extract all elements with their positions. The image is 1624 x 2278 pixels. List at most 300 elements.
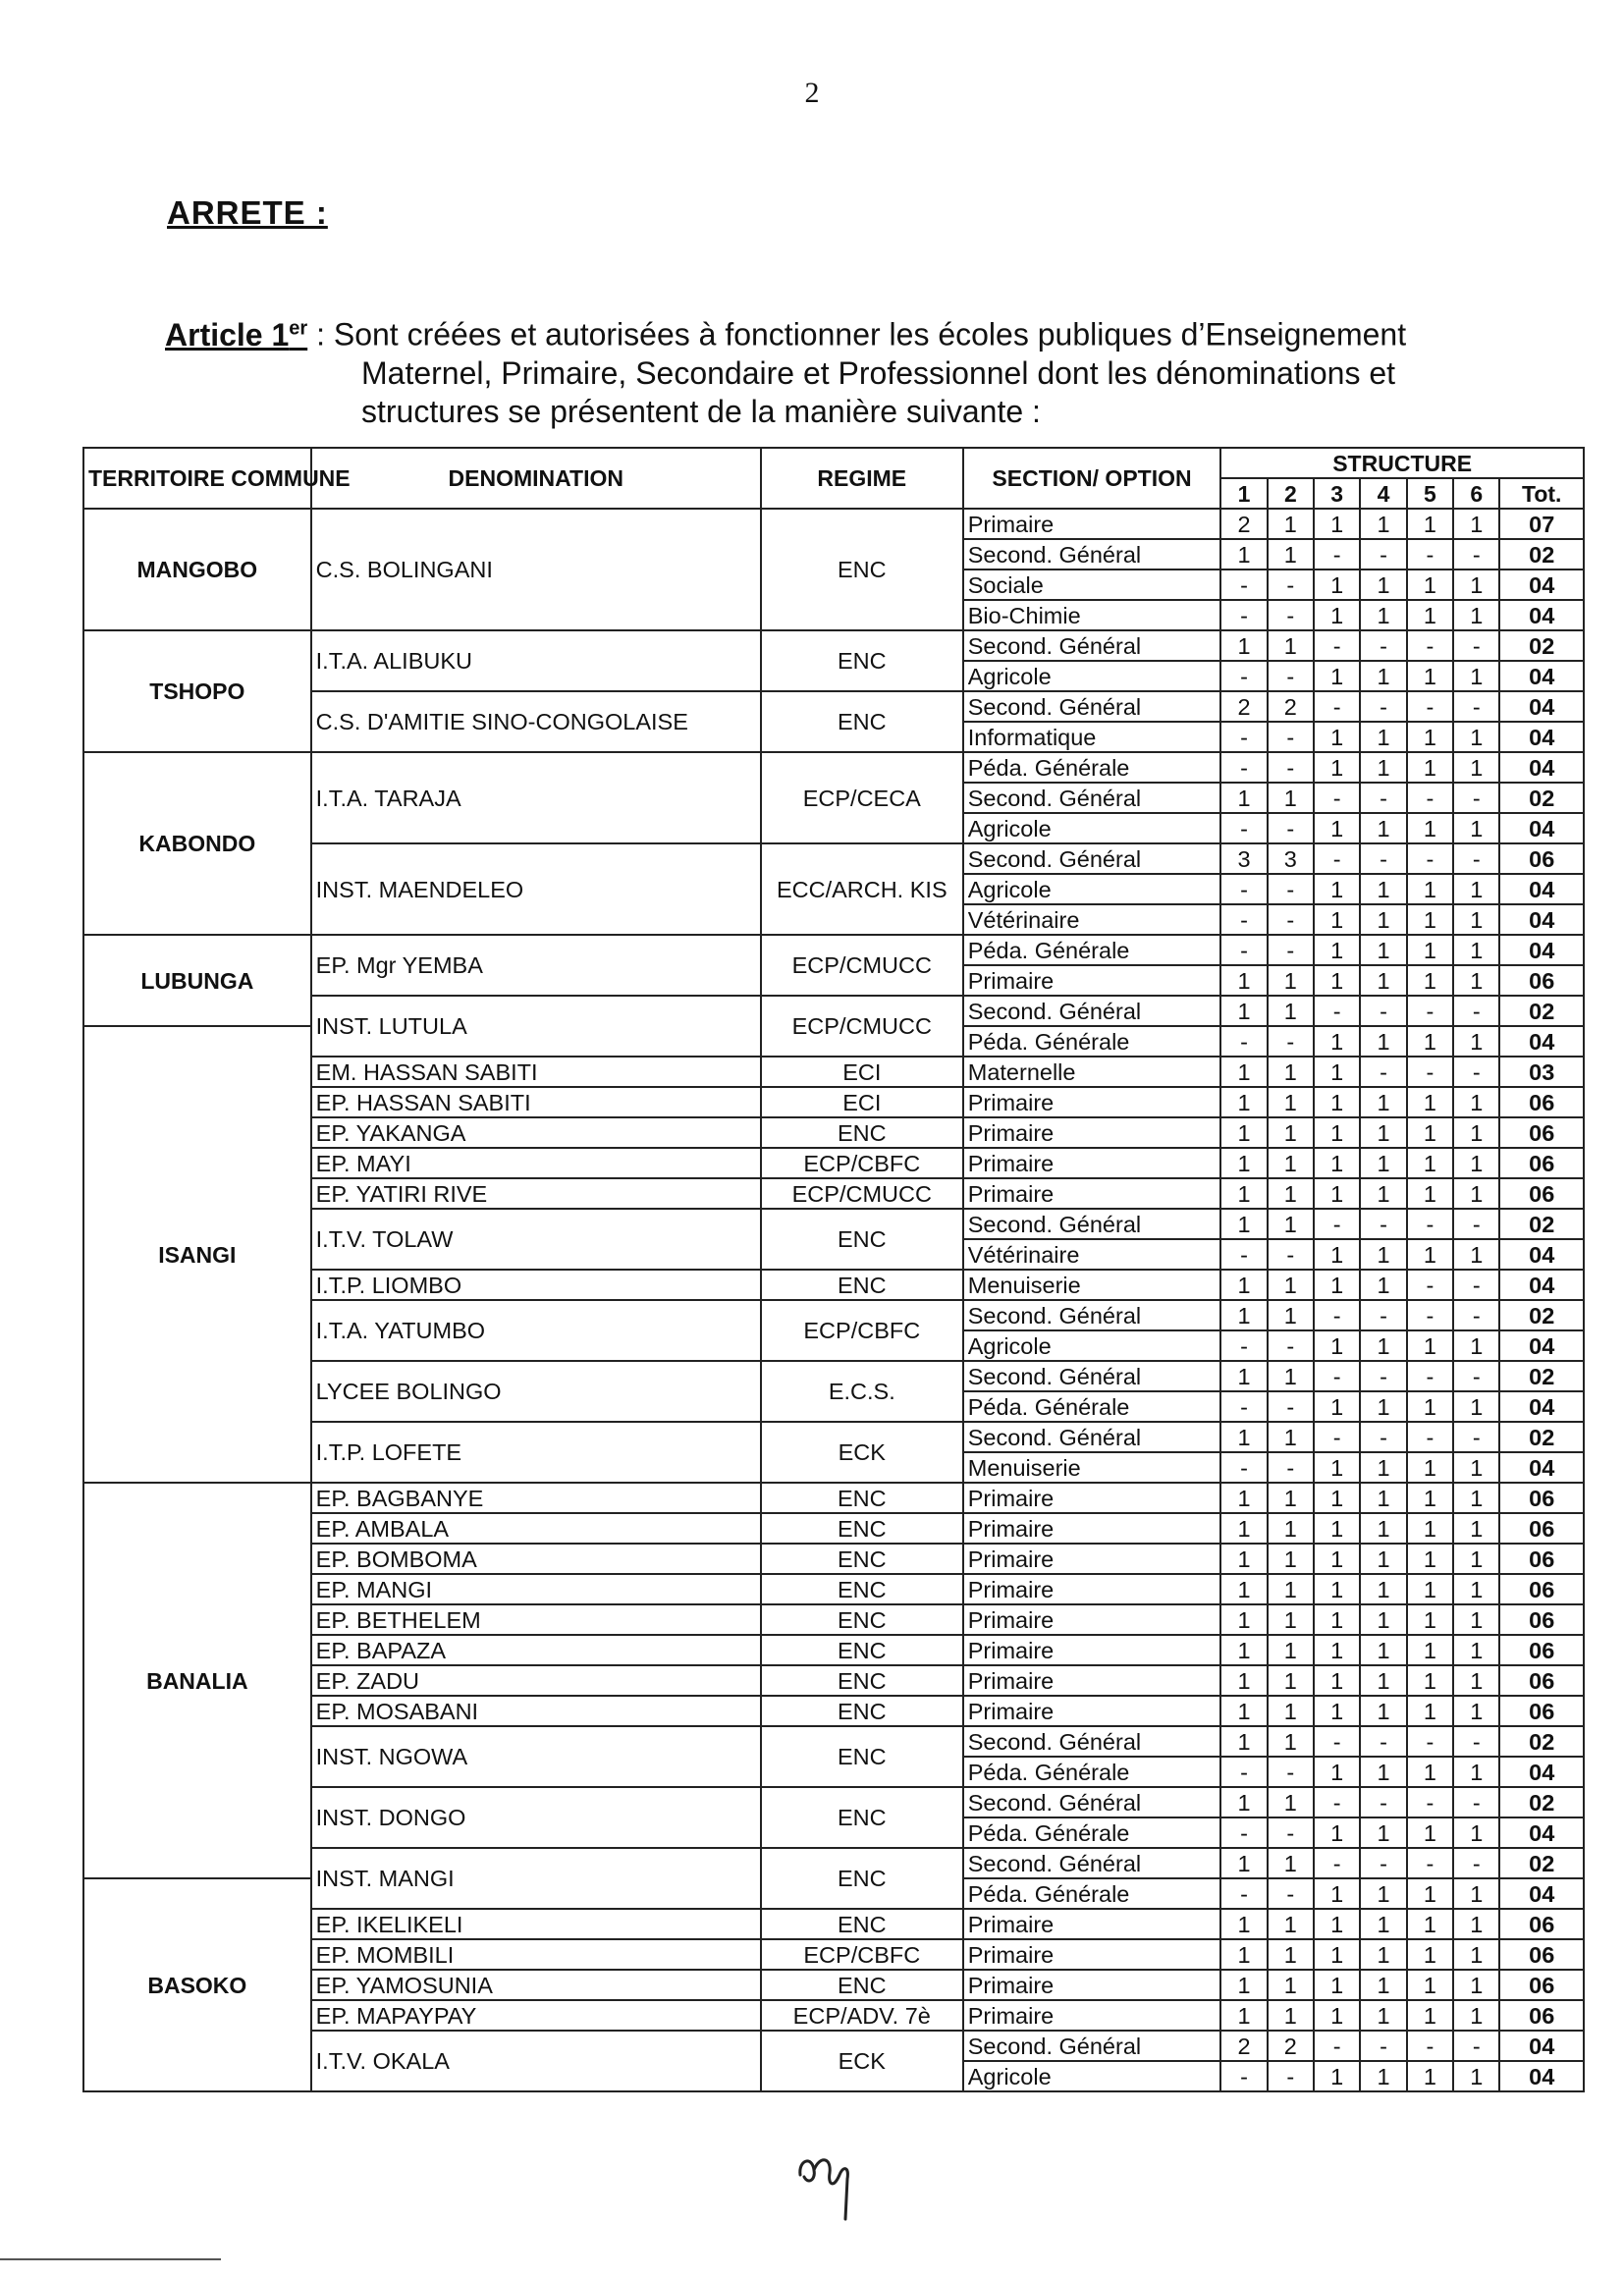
structure-cell-5: 1: [1407, 1483, 1453, 1513]
structure-cell-2: 1: [1268, 1848, 1314, 1878]
structure-cell-4: 1: [1360, 600, 1406, 630]
structure-cell-6: 1: [1453, 1026, 1499, 1057]
structure-cell-4: -: [1360, 1848, 1406, 1878]
structure-cell-5: 1: [1407, 661, 1453, 691]
total-cell: 06: [1499, 1635, 1584, 1665]
structure-cell-1: 1: [1220, 1604, 1267, 1635]
structure-cell-5: 1: [1407, 1635, 1453, 1665]
structure-cell-1: -: [1220, 1239, 1267, 1270]
article-title-sup: er: [289, 317, 308, 339]
section-cell: Second. Général: [963, 1361, 1221, 1391]
article-title: [165, 317, 307, 353]
header-denomination: DENOMINATION: [311, 448, 761, 509]
structure-cell-5: 1: [1407, 722, 1453, 752]
structure-cell-5: -: [1407, 1209, 1453, 1239]
structure-cell-1: 1: [1220, 1117, 1267, 1148]
structure-cell-3: -: [1314, 1787, 1360, 1817]
total-cell: 06: [1499, 843, 1584, 874]
header-col-1: 1: [1220, 478, 1267, 509]
structure-cell-3: -: [1314, 783, 1360, 813]
structure-cell-3: 1: [1314, 965, 1360, 996]
section-cell: Agricole: [963, 661, 1221, 691]
structure-cell-1: 1: [1220, 1726, 1267, 1757]
total-cell: 02: [1499, 539, 1584, 570]
structure-cell-2: 1: [1268, 1970, 1314, 2000]
structure-cell-6: 1: [1453, 2000, 1499, 2031]
structure-cell-2: -: [1268, 570, 1314, 600]
structure-cell-2: 1: [1268, 509, 1314, 539]
structure-cell-1: -: [1220, 904, 1267, 935]
structure-cell-6: -: [1453, 843, 1499, 874]
structure-cell-3: 1: [1314, 1148, 1360, 1178]
section-cell: Primaire: [963, 1544, 1221, 1574]
structure-cell-4: 1: [1360, 1909, 1406, 1939]
structure-cell-4: 1: [1360, 1665, 1406, 1696]
structure-cell-1: -: [1220, 1330, 1267, 1361]
structure-cell-5: 1: [1407, 1148, 1453, 1178]
structure-cell-3: 1: [1314, 935, 1360, 965]
structure-cell-4: 1: [1360, 1604, 1406, 1635]
denomination-cell: INST. DONGO: [311, 1787, 761, 1848]
structure-cell-1: 2: [1220, 691, 1267, 722]
total-cell: 04: [1499, 1878, 1584, 1909]
structure-cell-5: 1: [1407, 1665, 1453, 1696]
section-cell: Primaire: [963, 965, 1221, 996]
structure-cell-4: 1: [1360, 1026, 1406, 1057]
structure-cell-3: 1: [1314, 1970, 1360, 2000]
section-cell: Primaire: [963, 1635, 1221, 1665]
structure-cell-4: -: [1360, 2031, 1406, 2061]
structure-cell-5: -: [1407, 1300, 1453, 1330]
section-cell: Primaire: [963, 2000, 1221, 2031]
structure-cell-1: -: [1220, 1452, 1267, 1483]
structure-cell-5: 1: [1407, 1544, 1453, 1574]
structure-cell-4: -: [1360, 1300, 1406, 1330]
structure-cell-1: -: [1220, 1757, 1267, 1787]
header-col-5: 5: [1407, 478, 1453, 509]
structure-cell-5: 1: [1407, 1087, 1453, 1117]
section-cell: Primaire: [963, 1087, 1221, 1117]
structure-cell-5: 1: [1407, 1878, 1453, 1909]
total-cell: 06: [1499, 1087, 1584, 1117]
section-cell: Péda. Générale: [963, 1391, 1221, 1422]
section-cell: Second. Général: [963, 1848, 1221, 1878]
structure-cell-2: 1: [1268, 1117, 1314, 1148]
structure-cell-4: 1: [1360, 1939, 1406, 1970]
structure-cell-4: -: [1360, 539, 1406, 570]
structure-cell-5: 1: [1407, 1817, 1453, 1848]
article-text: : Sont créées et autorisées à fonctionner les écoles publiques d’Enseignement: [316, 316, 1407, 353]
structure-cell-4: -: [1360, 783, 1406, 813]
structure-cell-2: -: [1268, 1878, 1314, 1909]
structure-cell-1: -: [1220, 2061, 1267, 2091]
regime-cell: ECK: [761, 2031, 963, 2091]
structure-cell-3: -: [1314, 1848, 1360, 1878]
structure-cell-1: 1: [1220, 1148, 1267, 1178]
structure-cell-4: 1: [1360, 2061, 1406, 2091]
structure-cell-2: 1: [1268, 1696, 1314, 1726]
structure-cell-1: -: [1220, 1878, 1267, 1909]
structure-cell-1: -: [1220, 935, 1267, 965]
structure-cell-6: -: [1453, 691, 1499, 722]
structure-cell-4: 1: [1360, 1544, 1406, 1574]
structure-cell-1: 1: [1220, 1544, 1267, 1574]
total-cell: 02: [1499, 630, 1584, 661]
structure-cell-6: 1: [1453, 2061, 1499, 2091]
footer-rule: [0, 2258, 221, 2260]
structure-cell-3: 1: [1314, 1513, 1360, 1544]
structure-cell-4: -: [1360, 1787, 1406, 1817]
structure-cell-6: 1: [1453, 965, 1499, 996]
denomination-cell: EP. YAKANGA: [311, 1117, 761, 1148]
denomination-cell: EP. MOMBILI: [311, 1939, 761, 1970]
structure-cell-4: 1: [1360, 874, 1406, 904]
total-cell: 02: [1499, 1787, 1584, 1817]
section-cell: Primaire: [963, 1909, 1221, 1939]
structure-cell-5: -: [1407, 843, 1453, 874]
structure-cell-2: 1: [1268, 1574, 1314, 1604]
article-text-cont: Maternel, Primaire, Secondaire et Professionnel dont les dénominations et structures se présentent de la manière suivante :: [361, 354, 1396, 429]
table-header: [83, 448, 1584, 509]
regime-cell: ENC: [761, 1726, 963, 1787]
structure-cell-1: 1: [1220, 1970, 1267, 2000]
structure-cell-6: -: [1453, 2031, 1499, 2061]
denomination-cell: I.T.P. LIOMBO: [311, 1270, 761, 1300]
header-territoire: TERRITOIRE COMMUNE: [83, 448, 311, 509]
structure-cell-5: 1: [1407, 752, 1453, 783]
denomination-cell: EM. HASSAN SABITI: [311, 1057, 761, 1087]
total-cell: 04: [1499, 2061, 1584, 2091]
structure-cell-1: 1: [1220, 1422, 1267, 1452]
header-col-2: 2: [1268, 478, 1314, 509]
structure-cell-5: 1: [1407, 904, 1453, 935]
structure-cell-4: -: [1360, 1422, 1406, 1452]
section-cell: Primaire: [963, 1574, 1221, 1604]
structure-cell-3: 1: [1314, 2000, 1360, 2031]
structure-cell-2: 1: [1268, 783, 1314, 813]
structure-cell-4: 1: [1360, 1635, 1406, 1665]
structure-cell-6: -: [1453, 1848, 1499, 1878]
table-body: [83, 509, 1584, 2091]
structure-cell-5: 1: [1407, 1330, 1453, 1361]
structure-cell-1: -: [1220, 600, 1267, 630]
denomination-cell: I.T.P. LOFETE: [311, 1422, 761, 1483]
structure-cell-4: 1: [1360, 1574, 1406, 1604]
section-cell: Primaire: [963, 1665, 1221, 1696]
section-cell: Menuiserie: [963, 1452, 1221, 1483]
section-cell: Vétérinaire: [963, 1239, 1221, 1270]
structure-cell-3: 1: [1314, 1178, 1360, 1209]
structure-cell-6: 1: [1453, 1909, 1499, 1939]
structure-cell-3: -: [1314, 843, 1360, 874]
structure-cell-2: 1: [1268, 1148, 1314, 1178]
regime-cell: E.C.S.: [761, 1361, 963, 1422]
structure-cell-1: -: [1220, 661, 1267, 691]
structure-cell-1: -: [1220, 1026, 1267, 1057]
structure-cell-6: 1: [1453, 1178, 1499, 1209]
structure-cell-6: 1: [1453, 1939, 1499, 1970]
total-cell: 04: [1499, 752, 1584, 783]
structure-cell-4: 1: [1360, 1757, 1406, 1787]
section-cell: Second. Général: [963, 691, 1221, 722]
structure-cell-6: 1: [1453, 570, 1499, 600]
denomination-cell: I.T.V. OKALA: [311, 2031, 761, 2091]
total-cell: 04: [1499, 813, 1584, 843]
structure-cell-4: 1: [1360, 1330, 1406, 1361]
structure-cell-2: 1: [1268, 1787, 1314, 1817]
structure-cell-4: 1: [1360, 2000, 1406, 2031]
structure-cell-3: 1: [1314, 813, 1360, 843]
structure-cell-6: -: [1453, 1787, 1499, 1817]
regime-cell: ENC: [761, 1848, 963, 1909]
territoire-cell: TSHOPO: [83, 630, 311, 752]
structure-cell-4: 1: [1360, 1483, 1406, 1513]
regime-cell: ENC: [761, 691, 963, 752]
structure-cell-5: -: [1407, 1422, 1453, 1452]
section-cell: Second. Général: [963, 1726, 1221, 1757]
structure-cell-2: -: [1268, 1239, 1314, 1270]
structure-cell-4: 1: [1360, 965, 1406, 996]
structure-cell-2: -: [1268, 1757, 1314, 1787]
structure-cell-4: 1: [1360, 1391, 1406, 1422]
denomination-cell: EP. Mgr YEMBA: [311, 935, 761, 996]
structure-cell-5: 1: [1407, 600, 1453, 630]
structure-cell-6: 1: [1453, 935, 1499, 965]
total-cell: 06: [1499, 1483, 1584, 1513]
table-row: [83, 752, 1584, 783]
structure-cell-3: 1: [1314, 1330, 1360, 1361]
section-cell: Maternelle: [963, 1057, 1221, 1087]
structure-cell-2: 1: [1268, 1909, 1314, 1939]
structure-cell-2: 2: [1268, 2031, 1314, 2061]
structure-cell-3: 1: [1314, 661, 1360, 691]
structure-cell-5: 1: [1407, 1909, 1453, 1939]
structure-cell-6: 1: [1453, 1330, 1499, 1361]
section-cell: Primaire: [963, 1939, 1221, 1970]
structure-cell-3: 1: [1314, 1117, 1360, 1148]
structure-cell-2: 2: [1268, 691, 1314, 722]
structure-cell-5: -: [1407, 1848, 1453, 1878]
structure-cell-6: 1: [1453, 904, 1499, 935]
structure-cell-6: 1: [1453, 1970, 1499, 2000]
total-cell: 04: [1499, 1391, 1584, 1422]
regime-cell: ECP/CBFC: [761, 1300, 963, 1361]
structure-cell-6: 1: [1453, 1452, 1499, 1483]
structure-cell-1: 1: [1220, 1665, 1267, 1696]
structure-cell-2: 1: [1268, 1604, 1314, 1635]
denomination-cell: I.T.A. TARAJA: [311, 752, 761, 843]
total-cell: 02: [1499, 996, 1584, 1026]
structure-cell-4: -: [1360, 1057, 1406, 1087]
regime-cell: ENC: [761, 630, 963, 691]
structure-cell-6: -: [1453, 1270, 1499, 1300]
regime-cell: ENC: [761, 1117, 963, 1148]
structure-cell-2: 1: [1268, 1726, 1314, 1757]
section-cell: Péda. Générale: [963, 935, 1221, 965]
regime-cell: ECP/CBFC: [761, 1148, 963, 1178]
section-cell: Menuiserie: [963, 1270, 1221, 1300]
header-col-3: 3: [1314, 478, 1360, 509]
denomination-cell: INST. NGOWA: [311, 1726, 761, 1787]
structure-cell-4: 1: [1360, 570, 1406, 600]
structure-cell-2: -: [1268, 904, 1314, 935]
structure-cell-2: 1: [1268, 1939, 1314, 1970]
structure-cell-1: -: [1220, 874, 1267, 904]
structure-cell-6: 1: [1453, 722, 1499, 752]
denomination-cell: INST. MAENDELEO: [311, 843, 761, 935]
structure-cell-5: 1: [1407, 1757, 1453, 1787]
table-row: [83, 630, 1584, 661]
structure-cell-5: 1: [1407, 1939, 1453, 1970]
structure-cell-5: -: [1407, 996, 1453, 1026]
structure-cell-1: -: [1220, 722, 1267, 752]
structure-cell-2: 1: [1268, 1513, 1314, 1544]
structure-cell-4: 1: [1360, 1239, 1406, 1270]
section-cell: Informatique: [963, 722, 1221, 752]
regime-cell: ECP/ADV. 7è: [761, 2000, 963, 2031]
structure-cell-5: 1: [1407, 1970, 1453, 2000]
structure-cell-6: -: [1453, 1726, 1499, 1757]
structure-cell-6: -: [1453, 539, 1499, 570]
structure-cell-3: 1: [1314, 1696, 1360, 1726]
structure-cell-6: 1: [1453, 1087, 1499, 1117]
structure-cell-3: -: [1314, 2031, 1360, 2061]
denomination-cell: EP. HASSAN SABITI: [311, 1087, 761, 1117]
total-cell: 06: [1499, 1544, 1584, 1574]
regime-cell: ENC: [761, 1483, 963, 1513]
structure-cell-4: 1: [1360, 1117, 1406, 1148]
regime-cell: ENC: [761, 1696, 963, 1726]
regime-cell: ENC: [761, 509, 963, 630]
structure-cell-3: 1: [1314, 1452, 1360, 1483]
structure-cell-3: -: [1314, 1209, 1360, 1239]
structure-cell-4: 1: [1360, 813, 1406, 843]
total-cell: 04: [1499, 1817, 1584, 1848]
denomination-cell: I.T.V. TOLAW: [311, 1209, 761, 1270]
structure-cell-2: -: [1268, 1817, 1314, 1848]
structure-cell-3: 1: [1314, 1635, 1360, 1665]
structure-cell-3: -: [1314, 1361, 1360, 1391]
regime-cell: ENC: [761, 1665, 963, 1696]
structure-cell-2: 1: [1268, 1209, 1314, 1239]
structure-cell-3: 1: [1314, 600, 1360, 630]
header-col-4: 4: [1360, 478, 1406, 509]
total-cell: 02: [1499, 1300, 1584, 1330]
regime-cell: ENC: [761, 1787, 963, 1848]
total-cell: 06: [1499, 1604, 1584, 1635]
structure-cell-4: 1: [1360, 661, 1406, 691]
territoire-cell: MANGOBO: [83, 509, 311, 630]
page-number: 2: [804, 77, 820, 109]
structure-cell-5: 1: [1407, 570, 1453, 600]
structure-cell-2: 1: [1268, 996, 1314, 1026]
structure-cell-3: -: [1314, 996, 1360, 1026]
structure-cell-6: -: [1453, 1361, 1499, 1391]
structure-cell-1: 1: [1220, 1787, 1267, 1817]
structure-cell-4: 1: [1360, 509, 1406, 539]
structure-cell-4: 1: [1360, 1970, 1406, 2000]
structure-cell-3: 1: [1314, 1391, 1360, 1422]
structure-cell-3: -: [1314, 1300, 1360, 1330]
section-cell: Péda. Générale: [963, 1878, 1221, 1909]
structure-cell-1: 1: [1220, 1696, 1267, 1726]
structure-cell-4: 1: [1360, 1087, 1406, 1117]
structure-cell-6: 1: [1453, 661, 1499, 691]
total-cell: 04: [1499, 1330, 1584, 1361]
regime-cell: ECC/ARCH. KIS: [761, 843, 963, 935]
section-cell: Péda. Générale: [963, 1817, 1221, 1848]
structure-cell-3: 1: [1314, 1574, 1360, 1604]
section-cell: Primaire: [963, 1117, 1221, 1148]
structure-cell-6: 1: [1453, 1544, 1499, 1574]
denomination-cell: INST. LUTULA: [311, 996, 761, 1057]
total-cell: 04: [1499, 1757, 1584, 1787]
section-cell: Primaire: [963, 1483, 1221, 1513]
structure-cell-5: 1: [1407, 813, 1453, 843]
regime-cell: ENC: [761, 1574, 963, 1604]
header-section: SECTION/ OPTION: [963, 448, 1221, 509]
territoire-cell: BASOKO: [83, 1878, 311, 2091]
structure-cell-1: 1: [1220, 1087, 1267, 1117]
structure-cell-3: -: [1314, 539, 1360, 570]
structure-cell-3: 1: [1314, 1544, 1360, 1574]
structure-cell-5: 1: [1407, 965, 1453, 996]
structure-cell-1: -: [1220, 752, 1267, 783]
territoire-cell: KABONDO: [83, 752, 311, 935]
structure-cell-3: 1: [1314, 722, 1360, 752]
structure-cell-1: 1: [1220, 539, 1267, 570]
structure-cell-2: -: [1268, 1330, 1314, 1361]
structure-cell-5: -: [1407, 691, 1453, 722]
structure-cell-5: 1: [1407, 1604, 1453, 1635]
structure-cell-4: 1: [1360, 1817, 1406, 1848]
structure-cell-5: -: [1407, 1787, 1453, 1817]
structure-cell-1: -: [1220, 1391, 1267, 1422]
structure-cell-2: -: [1268, 935, 1314, 965]
section-cell: Second. Général: [963, 843, 1221, 874]
structure-cell-6: 1: [1453, 1239, 1499, 1270]
total-cell: 06: [1499, 1513, 1584, 1544]
structure-cell-1: 1: [1220, 965, 1267, 996]
article-1: [165, 309, 1510, 431]
structure-cell-5: 1: [1407, 1574, 1453, 1604]
header-regime: REGIME: [761, 448, 963, 509]
section-cell: Agricole: [963, 874, 1221, 904]
structure-cell-4: 1: [1360, 935, 1406, 965]
territoire-cell: BANALIA: [83, 1483, 311, 1878]
structure-cell-5: -: [1407, 1270, 1453, 1300]
structure-cell-1: 1: [1220, 1483, 1267, 1513]
structure-cell-5: 1: [1407, 1696, 1453, 1726]
structure-cell-6: 1: [1453, 874, 1499, 904]
structure-cell-6: 1: [1453, 1483, 1499, 1513]
total-cell: 04: [1499, 1239, 1584, 1270]
structure-cell-1: 1: [1220, 1939, 1267, 1970]
regime-cell: ECP/CMUCC: [761, 996, 963, 1057]
structure-cell-3: 1: [1314, 1665, 1360, 1696]
total-cell: 02: [1499, 1422, 1584, 1452]
structure-cell-5: -: [1407, 1057, 1453, 1087]
structure-cell-2: -: [1268, 813, 1314, 843]
header-structure: STRUCTURE: [1220, 448, 1584, 478]
section-cell: Second. Général: [963, 1422, 1221, 1452]
structure-cell-1: 1: [1220, 1300, 1267, 1330]
structure-cell-3: 1: [1314, 1878, 1360, 1909]
structure-cell-4: 1: [1360, 904, 1406, 935]
section-cell: Péda. Générale: [963, 1026, 1221, 1057]
structure-cell-5: 1: [1407, 1513, 1453, 1544]
structure-cell-1: 1: [1220, 1361, 1267, 1391]
